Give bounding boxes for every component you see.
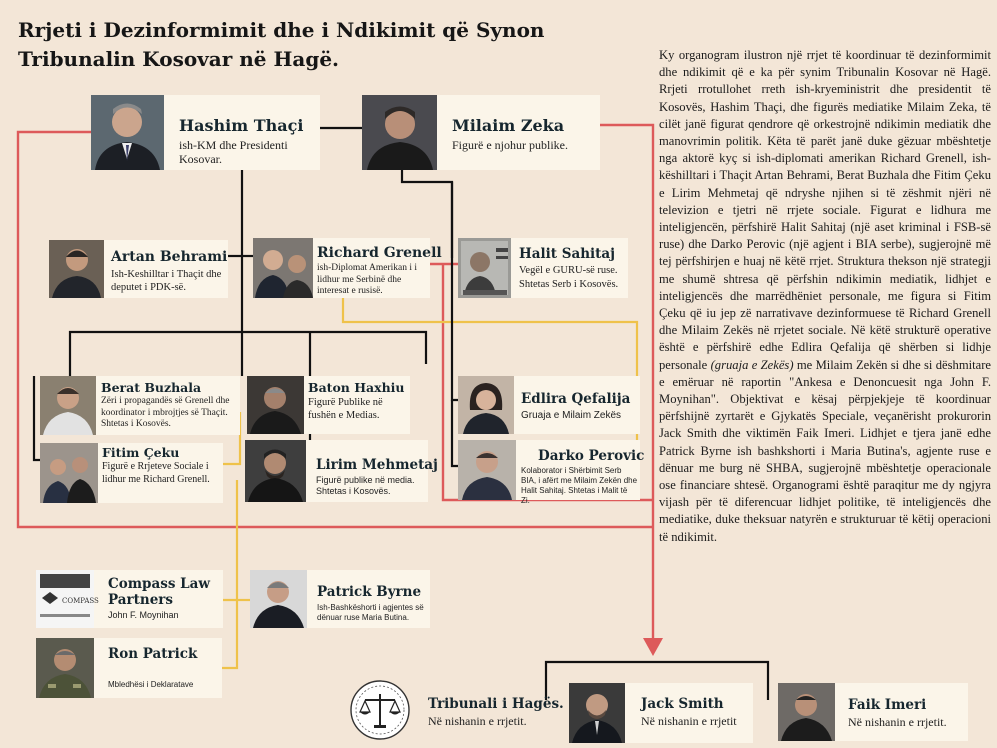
name-berat-buzhala: Berat Buzhala — [101, 380, 202, 395]
card-fitim-ceku[interactable] — [40, 443, 223, 503]
name-fitim-ceku: Fitim Çeku — [102, 445, 180, 460]
desc-hashim-thaci: ish-KM dhe Presidenti Kosovar. — [179, 138, 288, 166]
name-jack-smith: Jack Smith — [641, 696, 724, 712]
portrait-jack-smith — [569, 683, 625, 743]
card-hashim-thaci[interactable] — [91, 95, 320, 170]
portrait-patrick-byrne — [250, 570, 307, 628]
name-compass-law-partners: Compass Law Partners — [108, 576, 210, 608]
portrait-milaim-zeka — [362, 95, 437, 170]
card-tribunali-hages[interactable] — [350, 680, 564, 740]
desc-tribunali-hages: Në nishanin e rrjetit. — [428, 714, 527, 728]
yellow-line-compass — [223, 480, 237, 600]
scales-of-justice-icon — [350, 680, 410, 740]
compass-logo — [36, 570, 99, 628]
portrait-hashim-thaci — [91, 95, 164, 170]
name-baton-haxhiu: Baton Haxhiu — [308, 380, 405, 395]
black-line-media-bus — [70, 332, 426, 376]
yellow-line-ronpatrick — [222, 600, 237, 668]
name-artan-behrami: Artan Behrami — [111, 249, 228, 265]
portrait-faik-imeri — [778, 683, 835, 741]
desc-edlira-qefalija: Gruaja e Milaim Zekës — [521, 410, 622, 421]
name-milaim-zeka: Milaim Zeka — [452, 116, 565, 135]
card-artan-behrami[interactable] — [49, 240, 228, 298]
card-edlira-qefalija[interactable] — [458, 376, 640, 434]
card-berat-buzhala[interactable] — [40, 376, 240, 435]
card-patrick-byrne[interactable] — [250, 570, 430, 628]
name-tribunali-hages: Tribunali i Hagës. — [428, 696, 564, 712]
portrait-baton-haxhiu — [247, 376, 304, 434]
desc-artan-behrami: Ish-Keshilltar i Thaçit dhe deputet i PDK-së. — [111, 269, 222, 293]
portrait-berat-buzhala — [40, 376, 96, 435]
portrait-edlira-qefalija — [458, 376, 514, 434]
card-compass-law-partners[interactable] — [36, 570, 223, 628]
portrait-darko-perovic — [458, 440, 516, 500]
portrait-lirim-mehmetaj — [245, 440, 306, 502]
name-edlira-qefalija: Edlira Qefalija — [521, 391, 631, 407]
page-title: Rrjeti i Dezinformimit dhe i Ndikimit që Synon Tribunalin Kosovar në Hagë. — [18, 18, 545, 71]
portrait-artan-behrami — [49, 240, 104, 298]
portrait-richard-grenell — [253, 238, 313, 298]
card-halit-sahitaj[interactable] — [458, 238, 628, 298]
desc-compass-law-partners: John F. Moynihan — [108, 610, 179, 620]
red-arrowhead — [643, 638, 663, 656]
desc-lirim-mehmetaj: Figurë publike në media. Shtetas i Kosovës. — [316, 475, 415, 496]
name-faik-imeri: Faik Imeri — [848, 697, 927, 713]
desc-richard-grenell: ish-Diplomat Amerikan i i lidhur me Serbinë dhe interesat e rusisë. — [317, 263, 418, 296]
desc-darko-perovic: Kolaborator i Shërbimit Serb BIA, i afërt me Milaim Zekën dhe Halit Sahitaj. Shtetas i Malit të Zi. — [521, 466, 638, 505]
name-patrick-byrne: Patrick Byrne — [317, 584, 422, 600]
compass-logo-text: COMPASS — [62, 597, 99, 605]
name-ron-patrick: Ron Patrick — [108, 646, 198, 662]
description-italic: (gruaja e Zekës) — [710, 357, 794, 372]
desc-jack-smith: Në nishanin e rrjetit — [641, 714, 737, 728]
name-darko-perovic: Darko Perovic — [538, 448, 645, 464]
card-faik-imeri[interactable] — [778, 683, 968, 741]
name-halit-sahitaj: Halit Sahitaj — [519, 246, 616, 262]
card-baton-haxhiu[interactable] — [247, 376, 410, 434]
portrait-ron-patrick — [36, 638, 94, 698]
desc-ron-patrick: Mbledhësi i Deklaratave — [108, 680, 194, 689]
name-richard-grenell: Richard Grenell — [317, 245, 442, 261]
portrait-fitim-ceku — [40, 443, 98, 503]
name-lirim-mehmetaj: Lirim Mehmetaj — [316, 457, 438, 473]
desc-faik-imeri: Në nishanin e rrjetit. — [848, 715, 947, 729]
name-hashim-thaci: Hashim Thaçi — [179, 116, 304, 135]
card-richard-grenell[interactable] — [253, 238, 442, 298]
desc-fitim-ceku: Figurë e Rrjeteve Sociale i lidhur me Richard Grenell. — [102, 461, 210, 485]
description-text: Ky organogram ilustron një rrjet të koordinuar të dezinformimit dhe ndikimit që e ka për synim Tribunalin Kosovar në Hagë. Rrjeti rrotullohet rreth ish-kryeministrit dhe presidentit të Kosovës, Hashim Thaçi, dhe figurës mediatike Milaim Zeka, të cilët janë figurat qendrore që orkestrojnë ndikimin mediatik dhe manovrimin politik. Këta të parët janë duke gëzuar mbështetje nga aktorë kyç si ish-diplomati amerikan Richard Grenell, ish-këshilltari i Thaçit Artan Behrami, Berat Buzhala dhe Fitim Çeku e Lirim Mehmetaj që ndryshe njihen si të zëshmit njëri në televizion e tjetri në rrjete sociale. Figurat e lidhura me inteligjencën, përfshirë Halit Sahitaj (një aset kriminal i FSB-së ruse) dhe Darko Perovic (një agjent i BIA serbe), sugjerojnë më tej përfshirjen e huaj në këtë rrjet. Struktura thekson një strategji me shumë shtresa që përfshin ndikimin mediatik, lidhjet e inteligjencës dhe marrëdhëniet personale, me figura si Fitim Çeku që iu jep zë narrativave dezinformuese të Richard Grenell dhe Milaim Zekës në rrjetet sociale. Në këtë strukturë operative është e përfshirë edhe Edlira Qefalija që shërben si lidhje personale (gruaja e Zekës) me Milaim Zekën si dhe si dëshmitare e emëruar në raportin "Ankesa e Denoncuesit nga John F. Moynihan". Objektivat e kësaj përpjekjeje të koordinuar përfshijnë zyrtarët e Gjykatës Speciale, veçanërisht prokurorin Jack Smith dhe viktimën Faik Imeri. Lidhjet e tjera janë edhe Patrick Byrne ish bashkshorti i Maria Butina's, agjente ruse e dënuar me burg në SHBA, sugjerojnë mbështetje operacionale ose financiare shtesë. Organogrami është paraqitur me dy ngjyra vijash për të diferencuar lidhjet politike, të inteligjencës dhe mediatike, duke theksuar natyrën e strukturuar të këtij operacioni të ndikimit. — [659, 48, 992, 544]
desc-halit-sahitaj: Vegël e GURU-së ruse. Shtetas Serb i Kosovës. — [519, 265, 619, 290]
portrait-halit-sahitaj — [458, 238, 511, 298]
desc-baton-haxhiu: Figurë Publike në fushën e Medias. — [308, 397, 383, 421]
card-jack-smith[interactable] — [569, 683, 753, 743]
desc-berat-buzhala: Zëri i propagandës së Grenell dhe koordinator i mbrojtjes së Thaçit. Shtetas i Kosovës. — [101, 396, 230, 429]
card-darko-perovic[interactable] — [458, 440, 645, 505]
card-ron-patrick[interactable] — [36, 638, 222, 698]
card-lirim-mehmetaj[interactable] — [245, 440, 438, 502]
desc-milaim-zeka: Figurë e njohur publike. — [452, 138, 568, 152]
card-milaim-zeka[interactable] — [362, 95, 600, 170]
desc-patrick-byrne: Ish-Bashkëshorti i agjentes së dënuar ruse Maria Butina. — [317, 603, 424, 622]
